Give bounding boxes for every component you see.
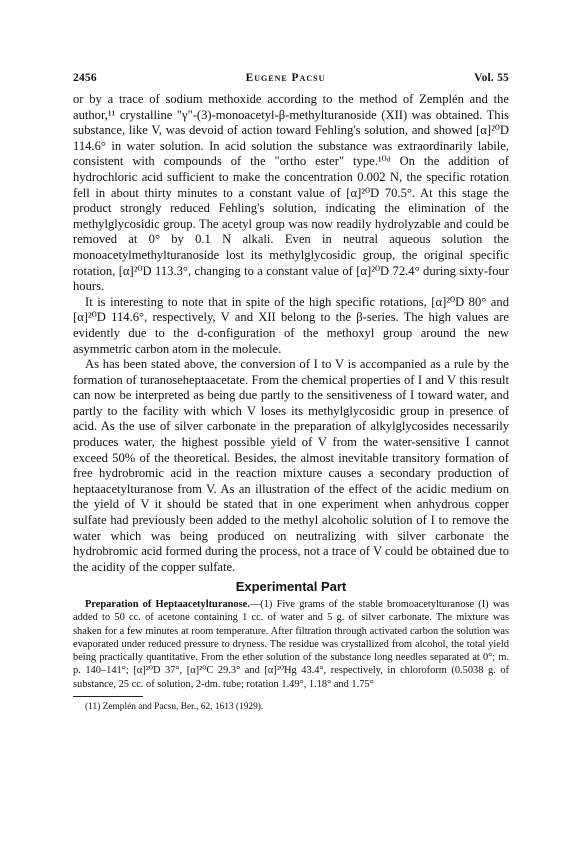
footnote-divider bbox=[73, 696, 143, 697]
experimental-text: —(1) Five grams of the stable bromoacetylturanose (I) was added to 50 cc. of acetone containing 1 cc. of water and 5 g. of silver carbonate. The mixture was shaken for a few minutes at room temperature. After filtration through activated carbon the solution was evaporated under reduced pressure to dryness. The residue was crystallized from alcohol, the total yield being practically quantitative. From the ether solution of the substance long needles separated at 0°; m. p. 140–141°; [α]²⁰D 37°, [α]²⁰C 29.3° and [α]²⁰Hg 43.4°, respectively, in chloroform (0.5038 g. of substance, 25 cc. of solution, 2-dm. tube; rotation 1.49°, 1.18° and 1.75° bbox=[73, 599, 509, 690]
footnote: (11) Zemplén and Pacsu, Ber., 62, 1613 (1929). bbox=[85, 702, 264, 713]
paragraph-1: or by a trace of sodium methoxide according to the method of Zemplén and the author,¹¹ crystalline "γ"-(3)-monoacetyl-β-methylturanoside (XII) was obtained. This substance, like V, was devoid of action toward Fehling's solution, and showed [α]²⁰D 114.6° in water solution. In acid solution the substance was extraordinarily labile, consistent with compounds of the "ortho ester" type.¹⁰ᵈ On the addition of hydrochloric acid sufficient to make the concentration 0.002 N, the specific rotation fell in about thirty minutes to a constant value of [α]²⁰D 70.5°. At this stage the product strongly reduced Fehling's solution, indicating the elimination of the methylglycosidic group. The acetyl group was now readily hydrolyzable and could be removed at 0° by 0.1 N alkali. Even in neutral aqueous solution the monoacetylmethylturanoside lost its methylglycosidic group, the original specific rotation, [α]²⁰D 113.3°, changing to a constant value of [α]²⁰D 72.4° during sixty-four hours. bbox=[73, 92, 509, 294]
paragraph-2: It is interesting to note that in spite of the high specific rotations, [α]²⁰D 80° and [α]²⁰D 114.6°, respectively, V and XII belong to the β-series. The high values are evidently due to the d-configuration of the methoxyl group around the new asymmetric carbon atom in the molecule. bbox=[73, 294, 509, 356]
running-title: Eugene Pacsu bbox=[245, 72, 326, 84]
page-number: 2456 bbox=[73, 72, 97, 84]
experimental-paragraph bbox=[73, 598, 509, 691]
experimental-heading: Preparation of Heptaacetylturanose. bbox=[85, 599, 250, 610]
paragraph-3: As has been stated above, the conversion of I to V is accompanied as a rule by the formation of turanoseheptaacetate. From the chemical properties of I and V this result can now be interpreted as being due partly to the sensitiveness of I toward water, and partly to the facility with which V loses its methylglycosidic group in presence of acid. As the use of silver carbonate in the preparation of alkylglycosides necessarily produces water, the highest possible yield of V from the water-sensitive I cannot exceed 50% of the theoretical. Besides, the almost inevitable transitory formation of free hydrobromic acid in the reaction mixture causes a secondary production of heptaacetylturanose from V. As an illustration of the effect of the acidic medium on the yield of V it should be stated that in one experiment when anhydrous copper sulfate had previously been added to the methyl alcoholic solution of I to remove the water which was being produced on neutralizing with silver carbonate the hydrobromic acid formed during the process, not a trace of V could be obtained due to the acidity of the copper sulfate. bbox=[73, 357, 509, 574]
section-title: Experimental Part bbox=[235, 579, 347, 595]
volume-label: Vol. 55 bbox=[474, 72, 509, 84]
page-header bbox=[73, 72, 509, 84]
article-body bbox=[73, 92, 509, 713]
